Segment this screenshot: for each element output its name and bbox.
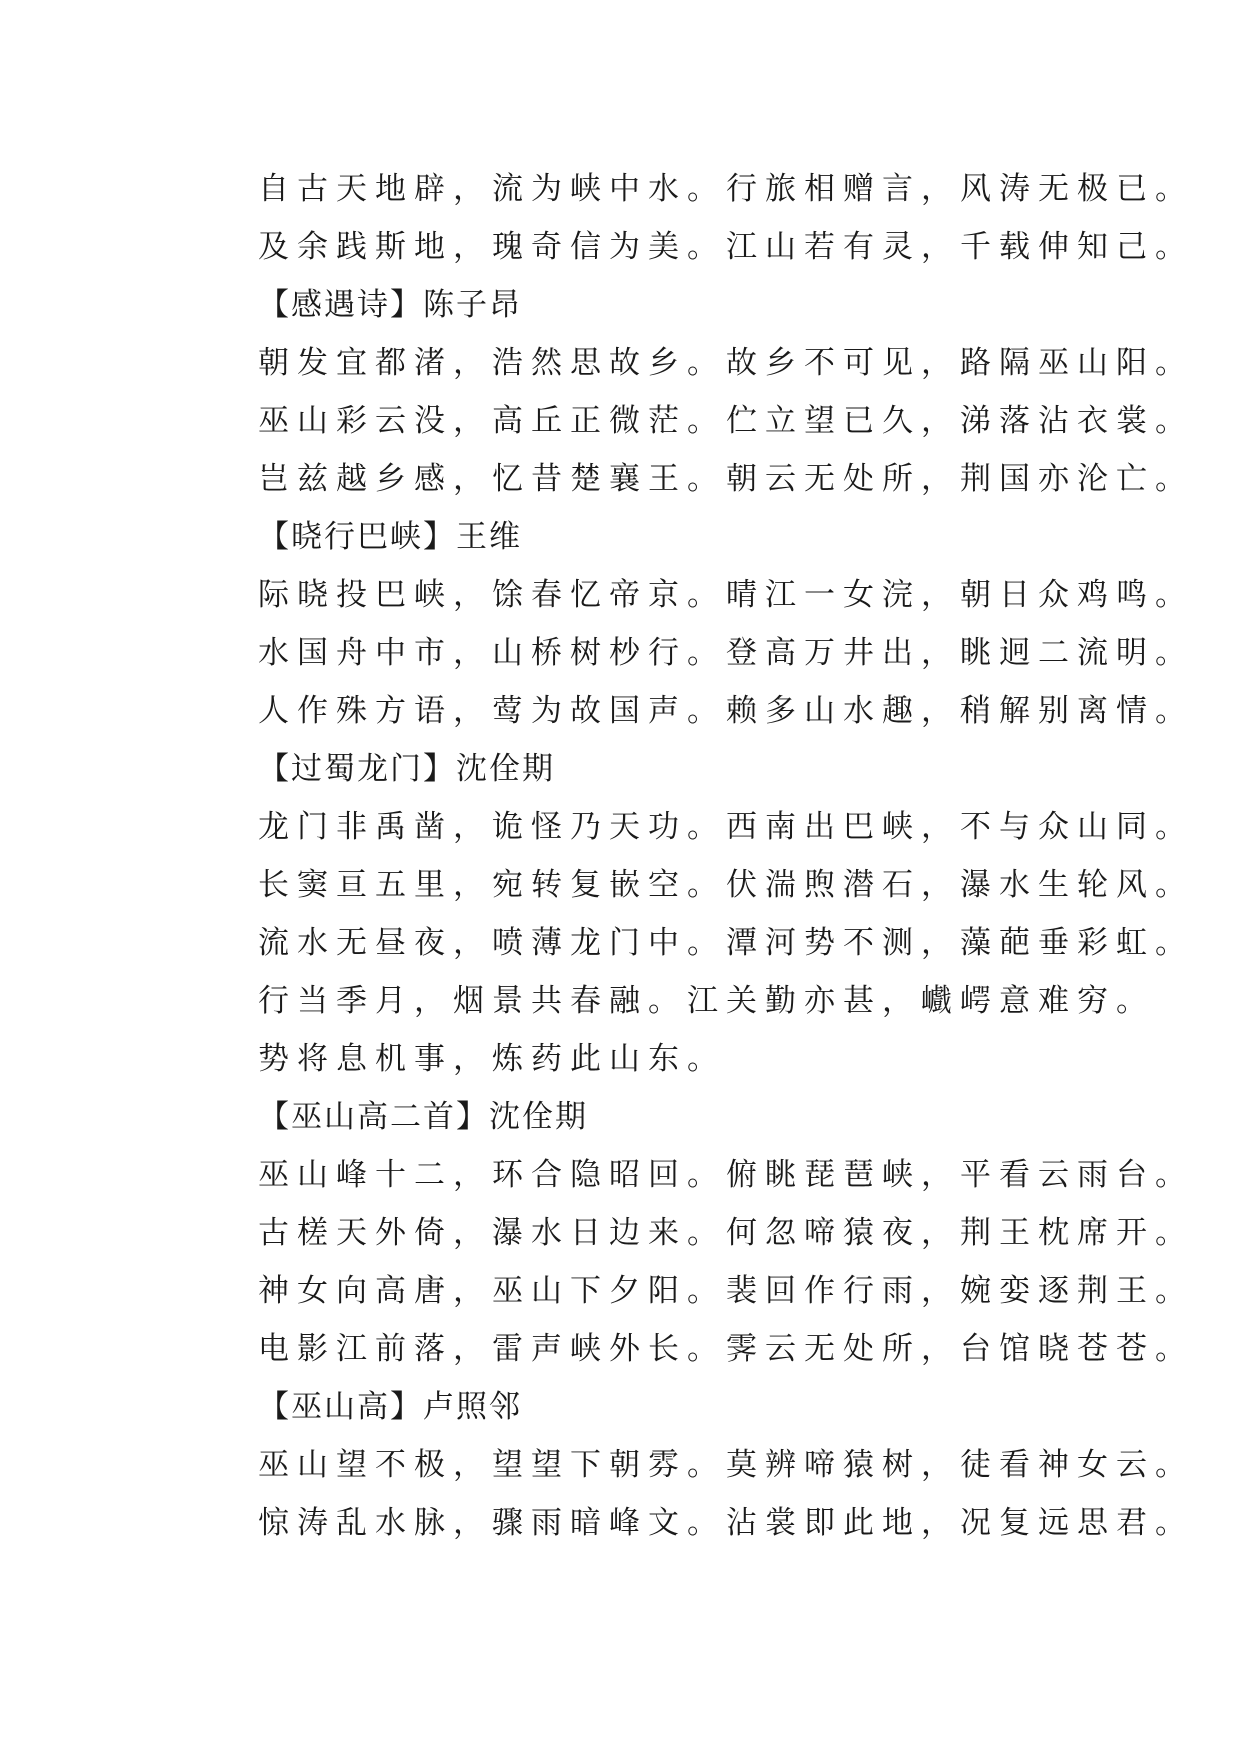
verse-line: 龙门非禹凿，诡怪乃天功。西南出巴峡，不与众山同。 bbox=[258, 809, 1194, 845]
poem-title: 【晓行巴峡】王维 bbox=[258, 519, 522, 555]
verse-line: 岂兹越乡感，忆昔楚襄王。朝云无处所，荆国亦沦亡。 bbox=[258, 461, 1194, 497]
verse-line: 势将息机事，炼药此山东。 bbox=[258, 1041, 726, 1077]
verse-line: 巫山彩云没，高丘正微茫。伫立望已久，涕落沾衣裳。 bbox=[258, 403, 1194, 439]
poem-title: 【过蜀龙门】沈佺期 bbox=[258, 751, 555, 787]
poem-title: 【巫山高二首】沈佺期 bbox=[258, 1099, 588, 1135]
verse-line: 际晓投巴峡，馀春忆帝京。晴江一女浣，朝日众鸡鸣。 bbox=[258, 577, 1194, 613]
verse-line: 人作殊方语，莺为故国声。赖多山水趣，稍解别离情。 bbox=[258, 693, 1194, 729]
verse-line: 自古天地辟，流为峡中水。行旅相赠言，风涛无极已。 bbox=[258, 171, 1194, 207]
verse-line: 水国舟中市，山桥树杪行。登高万井出，眺迥二流明。 bbox=[258, 635, 1194, 671]
verse-line: 朝发宜都渚，浩然思故乡。故乡不可见，路隔巫山阳。 bbox=[258, 345, 1194, 381]
verse-line: 及余践斯地，瑰奇信为美。江山若有灵，千载伸知己。 bbox=[258, 229, 1194, 265]
verse-line: 电影江前落，雷声峡外长。霁云无处所，台馆晓苍苍。 bbox=[258, 1331, 1194, 1367]
verse-line: 惊涛乱水脉，骤雨暗峰文。沾裳即此地，况复远思君。 bbox=[258, 1505, 1194, 1541]
poem-title: 【感遇诗】陈子昂 bbox=[258, 287, 522, 323]
poem-text-body bbox=[258, 160, 1194, 1552]
verse-line: 巫山峰十二，环合隐昭回。俯眺琵琶峡，平看云雨台。 bbox=[258, 1157, 1194, 1193]
poem-title: 【巫山高】卢照邻 bbox=[258, 1389, 522, 1425]
verse-line: 流水无昼夜，喷薄龙门中。潭河势不测，藻葩垂彩虹。 bbox=[258, 925, 1194, 961]
verse-line: 巫山望不极，望望下朝雰。莫辨啼猿树，徒看神女云。 bbox=[258, 1447, 1194, 1483]
verse-line: 古槎天外倚，瀑水日边来。何忽啼猿夜，荆王枕席开。 bbox=[258, 1215, 1194, 1251]
verse-line: 行当季月，烟景共春融。江关勤亦甚，巇崿意难穷。 bbox=[258, 983, 1155, 1019]
verse-line: 长窦亘五里，宛转复嵌空。伏湍煦潜石，瀑水生轮风。 bbox=[258, 867, 1194, 903]
verse-line: 神女向高唐，巫山下夕阳。裴回作行雨，婉娈逐荆王。 bbox=[258, 1273, 1194, 1309]
